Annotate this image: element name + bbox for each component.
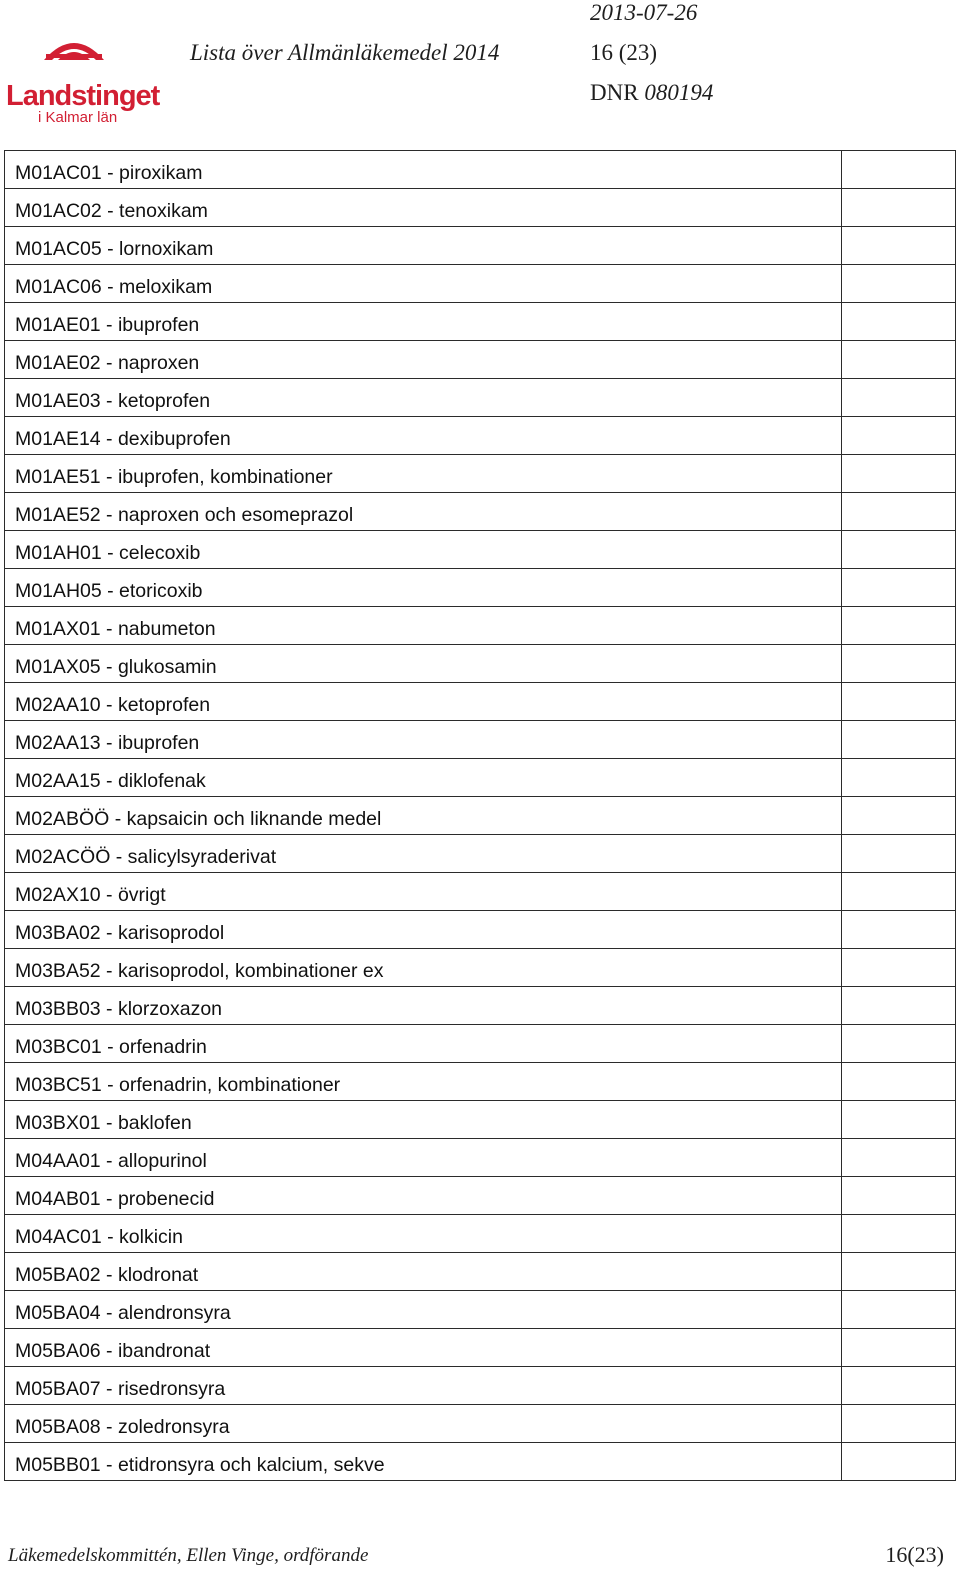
empty-cell — [841, 265, 955, 303]
medication-name-cell: M03BA52 - karisoprodol, kombinationer ex — [5, 949, 842, 987]
empty-cell — [841, 227, 955, 265]
header-page-number: 16 (23) — [590, 40, 658, 65]
empty-cell — [841, 835, 955, 873]
empty-cell — [841, 455, 955, 493]
medication-name-cell: M02AX10 - övrigt — [5, 873, 842, 911]
table-row — [5, 1063, 956, 1101]
medication-name-cell: M01AC02 - tenoxikam — [5, 189, 842, 227]
medication-name-cell: M05BA06 - ibandronat — [5, 1329, 842, 1367]
empty-cell — [841, 417, 955, 455]
table-row — [5, 1215, 956, 1253]
footer-committee: Läkemedelskommittén, Ellen Vinge, ordförande — [8, 1545, 369, 1566]
footer-page-number: 16(23) — [885, 1542, 944, 1567]
empty-cell — [841, 1139, 955, 1177]
logo-subtext: i Kalmar län — [38, 109, 118, 126]
table-row — [5, 227, 956, 265]
medication-name-cell: M01AC05 - lornoxikam — [5, 227, 842, 265]
table-row — [5, 493, 956, 531]
medication-name-cell: M04AA01 - allopurinol — [5, 1139, 842, 1177]
table-row — [5, 645, 956, 683]
medication-name-cell: M01AH01 - celecoxib — [5, 531, 842, 569]
dnr-number: 080194 — [644, 80, 714, 105]
medication-name-cell: M01AE01 - ibuprofen — [5, 303, 842, 341]
table-row — [5, 949, 956, 987]
table-row — [5, 1253, 956, 1291]
medication-name-cell: M03BC51 - orfenadrin, kombinationer — [5, 1063, 842, 1101]
table-row — [5, 341, 956, 379]
empty-cell — [841, 721, 955, 759]
table-row — [5, 189, 956, 227]
table-row — [5, 1139, 956, 1177]
table-row — [5, 759, 956, 797]
empty-cell — [841, 493, 955, 531]
medication-name-cell: M05BA02 - klodronat — [5, 1253, 842, 1291]
medication-name-cell: M05BB01 - etidronsyra och kalcium, sekve — [5, 1443, 842, 1481]
medication-name-cell: M02ABÖÖ - kapsaicin och liknande medel — [5, 797, 842, 835]
empty-cell — [841, 1405, 955, 1443]
empty-cell — [841, 987, 955, 1025]
table-row — [5, 531, 956, 569]
medication-name-cell: M02ACÖÖ - salicylsyraderivat — [5, 835, 842, 873]
medication-name-cell: M01AX05 - glukosamin — [5, 645, 842, 683]
empty-cell — [841, 911, 955, 949]
document-title: Lista över Allmänläkemedel 2014 — [190, 40, 500, 65]
table-row — [5, 1177, 956, 1215]
dnr-reference — [590, 80, 713, 106]
empty-cell — [841, 1253, 955, 1291]
table-row — [5, 265, 956, 303]
medication-name-cell: M05BA04 - alendronsyra — [5, 1291, 842, 1329]
medication-name-cell: M01AX01 - nabumeton — [5, 607, 842, 645]
medication-name-cell: M01AC01 - piroxikam — [5, 151, 842, 189]
medication-name-cell: M05BA08 - zoledronsyra — [5, 1405, 842, 1443]
medication-name-cell: M04AB01 - probenecid — [5, 1177, 842, 1215]
empty-cell — [841, 379, 955, 417]
empty-cell — [841, 1101, 955, 1139]
medication-name-cell: M04AC01 - kolkicin — [5, 1215, 842, 1253]
table-row — [5, 417, 956, 455]
empty-cell — [841, 531, 955, 569]
empty-cell — [841, 189, 955, 227]
medication-name-cell: M02AA10 - ketoprofen — [5, 683, 842, 721]
empty-cell — [841, 1215, 955, 1253]
table-row — [5, 1405, 956, 1443]
document-date: 2013-07-26 — [590, 0, 698, 25]
medication-table — [4, 150, 956, 1481]
table-row — [5, 1443, 956, 1481]
empty-cell — [841, 759, 955, 797]
table-row — [5, 873, 956, 911]
table-row — [5, 721, 956, 759]
medication-name-cell: M01AE52 - naproxen och esomeprazol — [5, 493, 842, 531]
table-row — [5, 607, 956, 645]
table-row — [5, 1025, 956, 1063]
medication-name-cell: M01AE02 - naproxen — [5, 341, 842, 379]
empty-cell — [841, 341, 955, 379]
medication-name-cell: M03BA02 - karisoprodol — [5, 911, 842, 949]
table-row — [5, 151, 956, 189]
table-row — [5, 569, 956, 607]
table-row — [5, 987, 956, 1025]
medication-name-cell: M02AA13 - ibuprofen — [5, 721, 842, 759]
empty-cell — [841, 607, 955, 645]
empty-cell — [841, 683, 955, 721]
empty-cell — [841, 569, 955, 607]
medication-name-cell: M03BB03 - klorzoxazon — [5, 987, 842, 1025]
empty-cell — [841, 1025, 955, 1063]
table-row — [5, 835, 956, 873]
medication-name-cell: M05BA07 - risedronsyra — [5, 1367, 842, 1405]
medication-name-cell: M02AA15 - diklofenak — [5, 759, 842, 797]
table-row — [5, 911, 956, 949]
table-row — [5, 1367, 956, 1405]
empty-cell — [841, 1291, 955, 1329]
medication-name-cell: M01AE14 - dexibuprofen — [5, 417, 842, 455]
empty-cell — [841, 949, 955, 987]
landstinget-logo — [2, 24, 160, 126]
medication-name-cell: M01AE51 - ibuprofen, kombinationer — [5, 455, 842, 493]
empty-cell — [841, 797, 955, 835]
table-row — [5, 683, 956, 721]
empty-cell — [841, 1063, 955, 1101]
dnr-label: DNR — [590, 80, 639, 105]
empty-cell — [841, 1367, 955, 1405]
medication-name-cell: M03BX01 - baklofen — [5, 1101, 842, 1139]
table-row — [5, 455, 956, 493]
empty-cell — [841, 873, 955, 911]
medication-name-cell: M01AH05 - etoricoxib — [5, 569, 842, 607]
table-row — [5, 1291, 956, 1329]
medication-name-cell: M01AE03 - ketoprofen — [5, 379, 842, 417]
medication-name-cell: M03BC01 - orfenadrin — [5, 1025, 842, 1063]
empty-cell — [841, 1329, 955, 1367]
empty-cell — [841, 1443, 955, 1481]
table-row — [5, 303, 956, 341]
medication-name-cell: M01AC06 - meloxikam — [5, 265, 842, 303]
empty-cell — [841, 645, 955, 683]
empty-cell — [841, 1177, 955, 1215]
logo-emblem-icon — [2, 24, 152, 84]
empty-cell — [841, 303, 955, 341]
table-row — [5, 1329, 956, 1367]
logo-wordmark: Landstinget — [6, 80, 160, 112]
table-row — [5, 797, 956, 835]
empty-cell — [841, 151, 955, 189]
table-row — [5, 379, 956, 417]
table-row — [5, 1101, 956, 1139]
